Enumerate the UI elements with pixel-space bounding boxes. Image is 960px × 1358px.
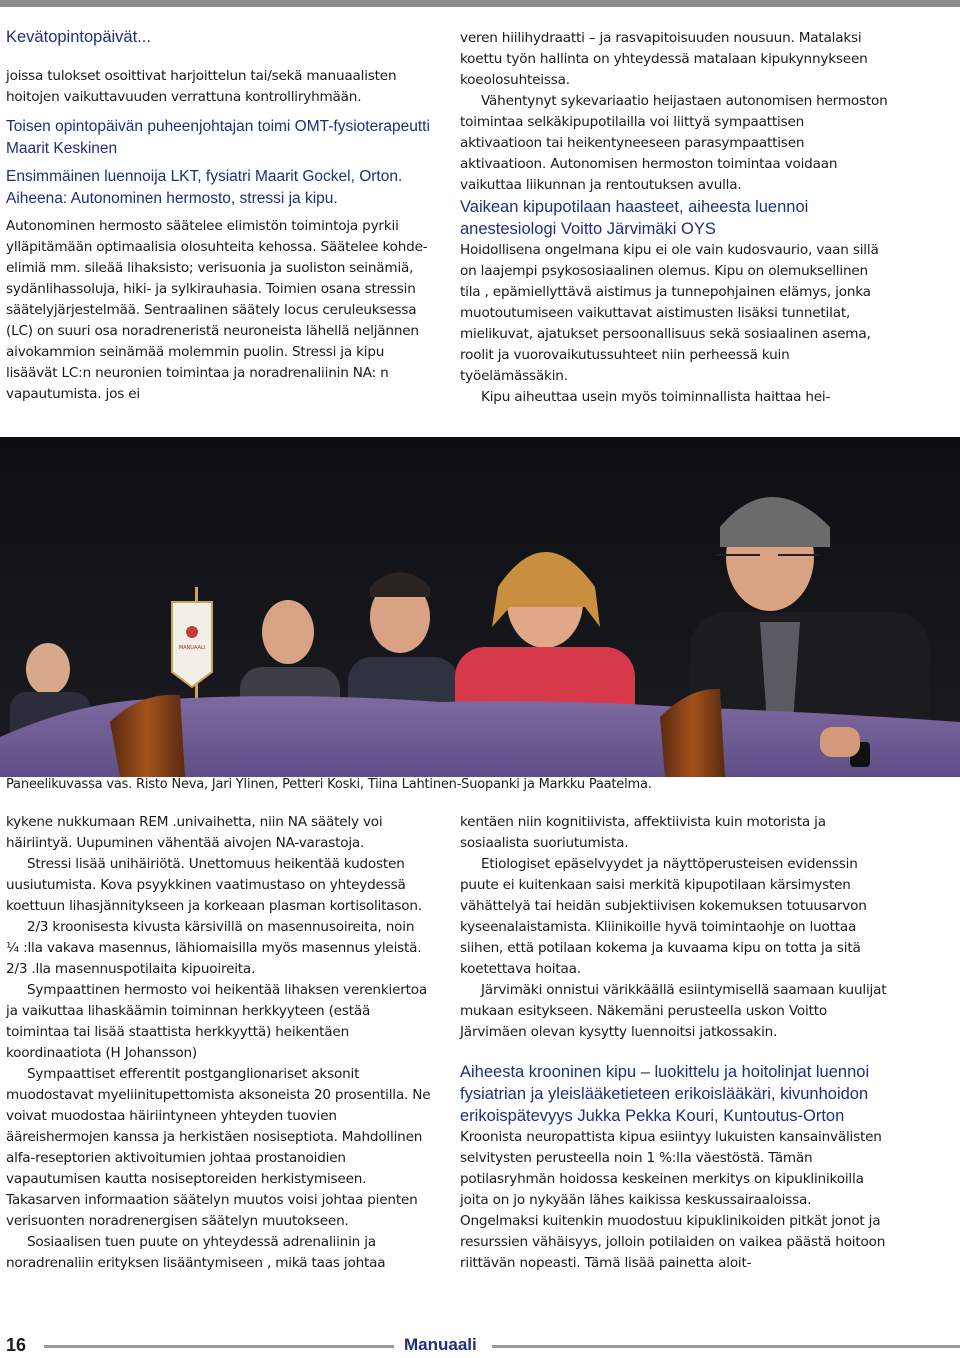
lecture-heading: Aiheesta krooninen kipu – luokittelu ja hoitolinjat luennoi fysiatrian ja yleislääketieteen erikoislääkäri, kivunhoidon erikoispätevyys Jukka Pekka Kouri, Kuntoutus-Orton bbox=[460, 1063, 870, 1125]
section-kicker: Kevätopintopäivät... bbox=[6, 28, 151, 46]
paragraph: kentäen niin kognitiivista, affektiivista kuin motorista ja sosiaalista suoriutumista. bbox=[460, 814, 826, 851]
footer-rule bbox=[44, 1345, 394, 1348]
lecture-heading: Vaikean kipupotilaan haasteet, aiheesta luennoi anestesiologi Voitto Järvimäki OYS bbox=[460, 198, 809, 238]
paragraph: veren hiilihydraatti – ja rasvapitoisuuden nousuun. Matalaksi koettu työn hallinta on yhteydessä matalaan kipukynnykseen koeolosuhteissa. bbox=[460, 30, 868, 88]
page-number: 16 bbox=[6, 1335, 27, 1355]
panel-photo bbox=[0, 437, 960, 777]
magazine-name: Manuaali bbox=[404, 1335, 477, 1354]
photo-caption: Paneelikuvassa vas. Risto Neva, Jari Ylinen, Petteri Koski, Tiina Lahtinen-Suopanki ja Markku Paatelma. bbox=[6, 777, 652, 792]
paragraph: Järvimäki onnistui värikkäällä esiintymisellä saamaan kuulijat mukaan esitykseen. Näkemäni perusteella uskon Voitto Järvimäen olevan kysytty luennoitsi jatkossakin. bbox=[460, 982, 887, 1040]
paragraph: Hoidollisena ongelmana kipu ei ole vain kudosvaurio, vaan sillä on laajempi psykososiaalinen olemus. Kipu on olemuksellinen tila , epämiellyttävä aistimus ja tunnepohjainen elämys, jonka muotoutumiseen vaikuttavat aistimusten lisäksi tunnetilat, mielikuvat, ajatukset persoonallisuus sekä sosiaalinen asema, roolit ja vuorovaikutussuhteet niin perheessä kuin työelämässäkin. bbox=[460, 242, 879, 384]
top-rule bbox=[0, 0, 960, 7]
paragraph: Stressi lisää unihäiriötä. Unettomuus heikentää kudosten uusiutumista. Kova psyykkinen vaatimustaso on yhteydessä koettuun lihasjännitykseen ja korkeaan plasman kortisolitason. bbox=[6, 856, 422, 914]
svg-text:MANUAALI: MANUAALI bbox=[178, 645, 206, 651]
paragraph: kykene nukkumaan REM .univaihetta, niin NA säätely voi häiriintyä. Uupuminen vähentää aivojen NA-varastoja. bbox=[6, 814, 383, 851]
left-column-bottom bbox=[6, 812, 431, 1274]
paragraph: Sympaattinen hermosto voi heikentää lihaksen verenkiertoa ja vaikuttaa lihaskäämin toiminnan herkkyyteen (estää toimintaa tai lisää staattista herkkyyttä) heikentäen koordinaatiota (H Johansson) bbox=[6, 982, 427, 1061]
left-column-top bbox=[6, 66, 431, 405]
paragraph: Etiologiset epäselvyydet ja näyttöperusteisen evidenssin puute ei kuitenkaan saisi merkitä kipupotilaan kärsimysten vähättelyä tai heidän subjektiivisen kokemuksen totuusarvon kyseenalaistamista. Kliinikoille hyvä toimintaohje on luottaa siihen, että potilaan kokema ja kuvaama kipu on totta ja sitä koetettava hoitaa. bbox=[460, 856, 867, 977]
right-column-top bbox=[460, 28, 888, 408]
right-column-bottom bbox=[460, 812, 888, 1274]
footer-rule bbox=[492, 1345, 960, 1348]
paragraph: 2/3 kroonisesta kivusta kärsivillä on masennusoireita, noin ¼ :lla vakava masennus, lähiomaisilla myös masennus yleistä. 2/3 .lla masennuspotilaita kipuoireita. bbox=[6, 919, 422, 977]
paragraph: Sympaattiset efferentit postganglionariset aksonit muodostavat myeliinitupettomista aksoneista 20 prosentilla. Ne voivat muodostaa häiriintyneen yhteyden tuovien ääreishermojen kanssa ja herkistäen nosiseptiota. Mahdollinen alfa-reseptorien aktivoitumien johtaa prostanoidien vapautumisen kautta nosiseptoreiden herkistymiseen. Takasarven informaation säätelyn muutos voisi johtaa pienten verisuonten noradrenergisen säätelyn muutokseen. bbox=[6, 1066, 431, 1229]
lecture-heading: Ensimmäinen luennoija LKT, fysiatri Maarit Gockel, Orton. Aiheena: Autonominen hermosto, stressi ja kipu. bbox=[6, 168, 403, 207]
panel-photo-illustration bbox=[0, 437, 960, 777]
paragraph: joissa tulokset osoittivat harjoittelun tai/sekä manuaalisten hoitojen vaikuttavuuden verrattuna kontrolliryhmään. bbox=[6, 68, 397, 105]
paragraph: Kroonista neuropattista kipua esiintyy lukuisten kansainvälisten selvitysten perusteella noin 1 %:lla väestöstä. Tämän potilasryhmän hoidossa keskeinen merkitys on kipuklinikoilla joita on jo nykyään lähes kaikissa keskussairaaloissa. Ongelmaksi kuitenkin muodostuu kipuklinikoiden pitkät jonot ja resurssien vähäisyys, jolloin potilaiden on vaikea päästä hoitoon riittävän nopeasti. Tämä lisää painetta aloit- bbox=[460, 1129, 886, 1271]
paragraph: Kipu aiheuttaa usein myös toiminnallista haittaa hei- bbox=[481, 389, 831, 405]
chair-heading: Toisen opintopäivän puheenjohtajan toimi OMT-fysioterapeutti Maarit Keskinen bbox=[6, 118, 430, 157]
paragraph: Vähentynyt sykevariaatio heijastaen autonomisen hermoston toimintaa selkäkipupotilailla voi liittyä sympaattisen aktivaatioon tai heikentyneeseen parasympaattisen aktivaatioon. Autonomisen hermoston toimintaa voidaan vaikuttaa liikunnan ja rentoutuksen avulla. bbox=[460, 93, 888, 193]
paragraph: Autonominen hermosto säätelee elimistön toimintoja pyrkii ylläpitämään optimaalisia olosuhteita kehossa. Säätelee kohde-elimiä mm. sileää lihaksisto; verisuonia ja suoliston seinämiä, sydänlihassoluja, hiki- ja sylkirauhasia. Toimien osana stressin säätelyjärjestelmää. Sentraalinen säätely locus ceruleuksessa (LC) on suuri osa noradreneristä neuroneista lähellä neljännen aivokammion seinämää molemmin puolin. Stressi ja kipu lisäävät LC:n neuronien toimintaa ja noradrenaliinin NA: n vapautumista. jos ei bbox=[6, 218, 428, 402]
paragraph: Sosiaalisen tuen puute on yhteydessä adrenaliinin ja noradrenaliin erityksen lisääntymiseen , mikä taas johtaa bbox=[6, 1234, 386, 1271]
